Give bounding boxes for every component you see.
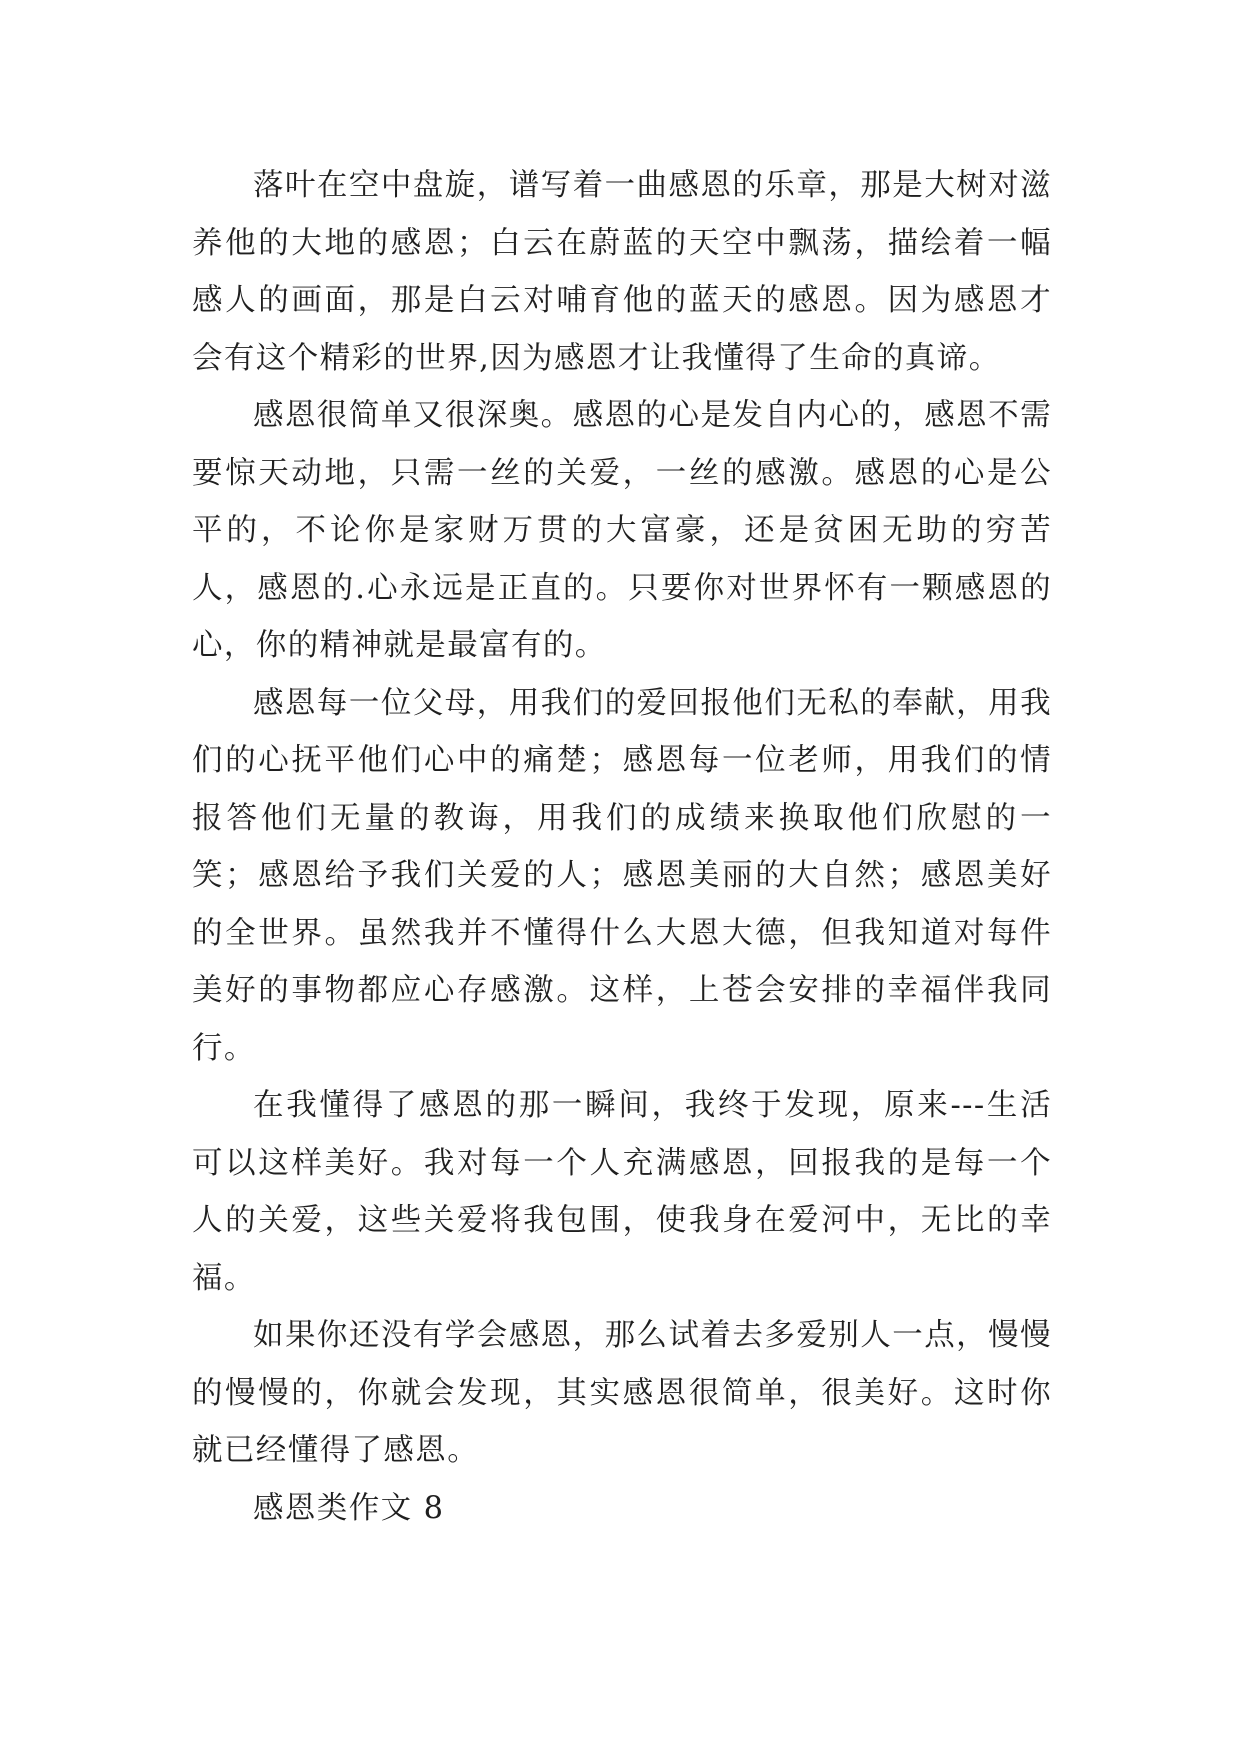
paragraph-2: 感恩很简单又很深奥。感恩的心是发自内心的，感恩不需要惊天动地，只需一丝的关爱，一丝的感激。感恩的心是公平的，不论你是家财万贯的大富豪，还是贫困无助的穷苦人，感恩的.心永远是正直的。只要你对世界怀有一颗感恩的心，你的精神就是最富有的。 xyxy=(192,398,1052,663)
paragraph-3: 感恩每一位父母，用我们的爱回报他们无私的奉献，用我们的心抚平他们心中的痛楚；感恩每一位老师，用我们的情报答他们无量的教诲，用我们的成绩来换取他们欣慰的一笑；感恩给予我们关爱的人；感恩美丽的大自然；感恩美好的全世界。虽然我并不懂得什么大恩大德，但我知道对每件美好的事物都应心存感激。这样，上苍会安排的幸福伴我同行。 xyxy=(192,685,1052,1066)
paragraph-4: 在我懂得了感恩的那一瞬间，我终于发现，原来---生活可以这样美好。我对每一个人充满感恩，回报我的是每一个人的关爱，这些关爱将我包围，使我身在爱河中，无比的幸福。 xyxy=(192,1088,1052,1296)
section-heading: 感恩类作文 8 xyxy=(253,1490,445,1526)
paragraph-1: 落叶在空中盘旋，谱写着一曲感恩的乐章，那是大树对滋养他的大地的感恩；白云在蔚蓝的天空中飘荡，描绘着一幅感人的画面，那是白云对哺育他的蓝天的感恩。因为感恩才会有这个精彩的世界,因为感恩才让我懂得了生命的真谛。 xyxy=(192,168,1052,376)
paragraph-5: 如果你还没有学会感恩，那么试着去多爱别人一点，慢慢的慢慢的，你就会发现，其实感恩很简单，很美好。这时你就已经懂得了感恩。 xyxy=(192,1318,1052,1468)
document-body xyxy=(192,157,1052,1537)
